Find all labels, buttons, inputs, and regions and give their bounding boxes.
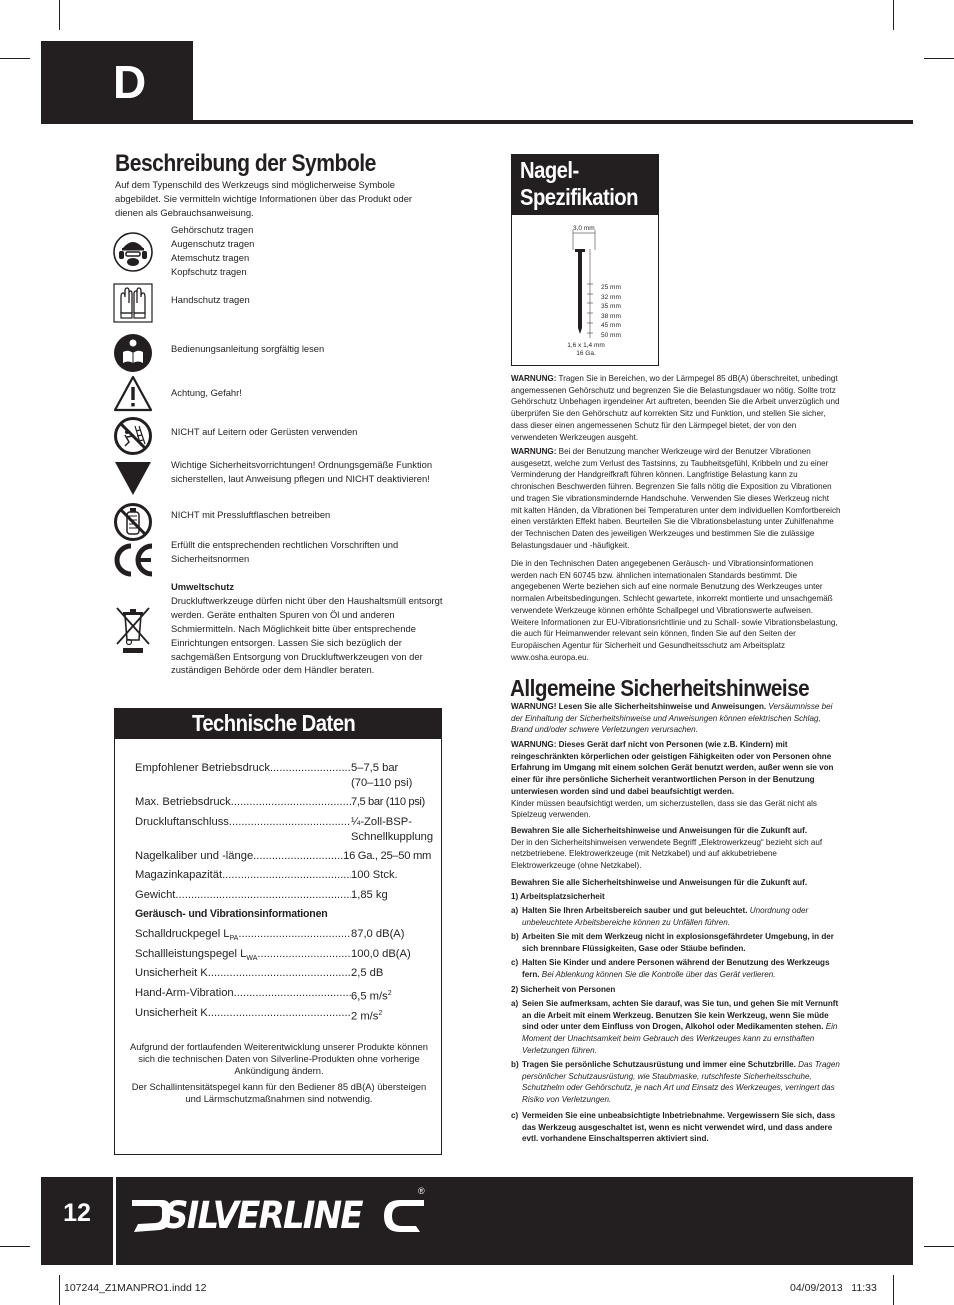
nail-lengths: [601, 283, 621, 340]
bold-text: Bewahren Sie alle Sicherheitshinweise und Anweisungen für die Zukunft auf.: [511, 878, 808, 887]
warning-text: Tragen Sie in Bereichen, wo der Lärmpegel 85 dB(A) überschreitet, unbedingt angemessenen Gehörschutz und begrenzen Sie die Belastungsdauer wo nötig. Sollte trotz Gehörschutz Unbehagen irgendeiner Art auftreten, beenden Sie die Arbeit unverzüglich und überprüfen Sie den Gehörschutz auf korrekten Sitz und Funktion, und stellen Sie sicher, dass dieser einen angemessenen Schutz für den Lärmpegel bietet, der von den verwendeten Werkzeugen ausgeht.: [511, 374, 840, 442]
down-triangle-icon: [113, 459, 153, 499]
symbol-text-ce: [171, 538, 446, 566]
silverline-logo: [128, 1186, 428, 1246]
safety-item: [511, 1110, 841, 1145]
safety-p4: [511, 877, 841, 889]
registered-mark: ®: [418, 1186, 425, 1196]
nail-length: 25 mm: [601, 284, 621, 291]
leader-dots: [270, 761, 351, 776]
safety-item: [511, 957, 841, 980]
environment-text: Druckluftwerkzeuge dürfen nicht über den Haushaltsmüll entsorgt werden. Geräte enthalten Spuren von Öl und anderen Schmiermitteln. Nach Möglichkeit bitte über entsprechende Einrichtungen entsorgen. Lassen Sie sich bezüglich der sachgemäßen Entsorgung von Druckluftwerkzeugen von der zuständigen Behörde oder dem Händler beraten.: [171, 594, 443, 676]
gloves-icon: [113, 283, 153, 323]
value-sup: 2: [378, 1010, 383, 1017]
crop-mark: [924, 1246, 954, 1247]
nail-length: 50 mm: [601, 331, 621, 339]
symbol-line: Augenschutz tragen: [171, 237, 255, 249]
title-line: Spezifikation: [520, 184, 638, 210]
page-number: 12: [63, 1199, 91, 1227]
ce-mark-icon: [111, 540, 155, 580]
symbol-line: NICHT mit Pressluftflaschen betreiben: [171, 509, 331, 520]
nail-spec-title: [520, 157, 638, 211]
date-info: 04/09/2013 11:33: [790, 1282, 877, 1294]
item-letter: b): [511, 1060, 519, 1069]
tech-value: 87,0 dB(A): [351, 928, 405, 940]
bold-text: Halten Sie Kinder und andere Personen während der Benutzung des Werkzeugs fern.: [522, 958, 830, 979]
environment-title: Umweltschutz: [171, 581, 235, 592]
bold-text: Halten Sie Ihren Arbeitsbereich sauber und gut beleuchtet.: [522, 906, 748, 915]
safety-item: [511, 998, 841, 1057]
tech-value: 1,85 kg: [351, 889, 388, 901]
tech-row: [135, 868, 431, 883]
symbol-line: Achtung, Gefahr!: [171, 387, 242, 398]
italic-text: Das Tragen persönlicher Schutzausrüstung, wie Staubmaske, rutschfeste Sicherheitsschuhe, Schutzhelm oder Gehörschutz, je nach Art und Einsatz des Werkzeuges, verringert das Risiko von Verletzungen.: [522, 1060, 840, 1105]
tech-label: Empfohlener Betriebsdruck: [135, 762, 270, 774]
item-letter: c): [511, 958, 519, 967]
tech-data-header: [114, 708, 442, 739]
symbol-text-ppe: [171, 223, 446, 279]
nail-section-dim: 1,6 x 1,4 mm: [567, 342, 605, 349]
warning-vibration: [511, 446, 841, 551]
body-text: Der in den Sicherheitshinweisen verwendete Begriff „Elektrowerkzeug“ bezieht sich auf netzbetriebene. Elektrowerkzeuge (mit Netzkabel) und auf akkubetriebene Elektrowerkzeuge (ohne Netzkabel).: [511, 837, 823, 871]
bold-text: Tragen Sie persönliche Schutzausrüstung und immer eine Schutzbrille.: [522, 1060, 796, 1069]
tech-label: [135, 927, 238, 946]
item-letter: a): [511, 999, 519, 1008]
tech-row: [135, 761, 431, 791]
symbol-line: NICHT auf Leitern oder Gerüsten verwenden: [171, 426, 358, 437]
bold-text: Arbeiten Sie mit dem Werkzeug nicht in explosionsgefährdeter Umgebung, in der sich brennbare Flüssigkeiten, Gase oder Stäube befinden.: [522, 932, 834, 953]
tech-value: [351, 815, 434, 845]
tech-value-line: 5–7,5 bar: [351, 762, 399, 774]
crop-mark: [59, 0, 60, 30]
tech-note-updates: Aufgrund der fortlaufenden Weiterentwicklung unserer Produkte können sich die technischen Daten von Silverline-Produkten ohne vorherige Ankündigung ändern.: [130, 1041, 428, 1077]
tech-value: 2,5 dB: [351, 967, 384, 979]
crop-mark: [0, 1246, 30, 1247]
safety-heading-workplace: 1) Arbeitsplatzsicherheit: [511, 892, 605, 901]
leader-dots: [208, 1006, 351, 1021]
warning-label: WARNUNG:: [511, 374, 557, 383]
italic-text: Bei Ablenkung können Sie die Kontrolle über das Gerät verlieren.: [539, 969, 776, 979]
nail-length: 35 mm: [601, 303, 621, 310]
tech-row: [135, 815, 434, 845]
item-letter: a): [511, 906, 519, 915]
tech-value-line: ¼-Zoll-BSP-: [351, 816, 412, 828]
header-rule: [41, 120, 913, 124]
noise-title: Geräusch- und Vibrationsinformationen: [135, 908, 328, 920]
warning-label: WARNUNG:: [511, 447, 557, 456]
symbol-text-manual: [171, 342, 446, 356]
tech-row: [135, 849, 431, 864]
tech-value: 100,0 dB(A): [351, 948, 411, 960]
nail-gauge: 16 Ga.: [576, 350, 596, 357]
warning-text: Bei der Benutzung mancher Werkzeuge wird der Benutzer Vibrationen ausgesetzt, welche zum Verlust des Tastsinns, zu Taubheitsgefühl, Kribbeln und zu einer Verminderung der Handgreifkraft führen können. Langfristige Belastung kann zu chronischen Beschwerden führen. Begrenzen Sie falls nötig die Exposition zu Vibrationen und tragen Sie vibrationsmindernde Handschuhe. Verwenden Sie dieses Werkzeug nicht mit kalten Händen, da Vibrationen bei Temperaturen unter dem individuellen Komfortbereich einen verstärkten Effekt haben. Beurteilen Sie die Vibrationsbelastung unter Zuhilfenahme der Technischen Daten des jeweiligen Werkzeuges und bestimmen Sie die zulässige Belastungsdauer und -häufigkeit.: [511, 447, 841, 550]
manual-icon: [113, 333, 153, 373]
leader-dots: [208, 966, 351, 981]
leader-dots: [238, 927, 351, 942]
noise-row: [135, 947, 431, 966]
safety-heading-personal: 2) Sicherheit von Personen: [511, 985, 616, 994]
noise-row: [135, 1006, 431, 1025]
label-text: Schalldruckpegel L: [135, 928, 230, 940]
no-gas-bottle-icon: [113, 502, 153, 542]
tech-label: Hand-Arm-Vibration: [135, 987, 234, 999]
nail-length: 32 mm: [601, 293, 621, 301]
brand-name: SILVERLINE: [164, 1194, 362, 1237]
nail-length: 38 mm: [601, 312, 621, 320]
tech-label: Max. Betriebsdruck: [135, 796, 231, 808]
safety-p3: [511, 825, 841, 872]
symbol-text-no-gas: [171, 508, 446, 522]
symbol-line: Gehörschutz tragen: [171, 224, 254, 235]
symbol-line: Handschutz tragen: [171, 294, 250, 305]
symbol-text-warning: [171, 386, 446, 400]
safety-title: Allgemeine Sicherheitshinweise: [510, 675, 810, 701]
item-letter: c): [511, 1111, 519, 1120]
noise-vibration-info: Die in den Technischen Daten angegebenen Geräusch- und Vibrationsinformationen werden nach EN 60745 bzw. ähnlichen internationalen Standards bestimmt. Die angegebenen Werte beziehen sich auf eine normale Benutzung des Werkzeuges unter normalen Arbeitsbedingungen. Schlecht gewartete, inkorrekt montierte und unsachgemäß verwendete Werkzeuge können erhöhte Schallpegel und Vibrationswerte aufweisen. Weitere Informationen zur EU-Vibrationsrichtlinie und zu Schall- sowie Vibrationsbelastung, die auch für Heimanwender relevant sein können, finden Sie auf den Seiten der Europäischen Agentur für Sicherheit und Gesundheitsschutz am Arbeitsplatz www.osha.europa.eu.: [511, 559, 838, 662]
noise-row: [135, 986, 431, 1005]
footer-separator: [113, 1177, 116, 1265]
leader-dots: [234, 986, 351, 1001]
language-code: D: [113, 56, 147, 108]
symbols-intro: Auf dem Typenschild des Werkzeugs sind möglicherweise Symbole abgebildet. Sie vermitteln wichtige Informationen über das Produkt oder dienen als Gebrauchsanweisung.: [115, 179, 413, 218]
warning-noise: [511, 373, 841, 443]
safety-item: [511, 905, 841, 928]
tech-label: Nagelkaliber und -länge: [135, 850, 254, 862]
italic-text: Ein Moment der Unachtsamkeit beim Gebrauch des Werkzeuges kann zu ernsthaften Verletzungen führen.: [522, 1022, 838, 1055]
tech-row: [135, 888, 431, 903]
tech-row: [135, 795, 431, 810]
safety-p1: [511, 701, 841, 736]
leader-dots: [175, 888, 351, 903]
tech-value: 16 Ga., 25–50 mm: [343, 850, 431, 862]
nail-length: 45 mm: [601, 322, 621, 329]
tech-value: 100 Stck.: [351, 869, 398, 881]
noise-row: [135, 927, 431, 946]
symbol-line: Wichtige Sicherheitsvorrichtungen! Ordnungsgemäße Funktion sicherstellen, laut Anweisung pflegen und NICHT deaktivieren!: [171, 459, 433, 484]
nail-head-dim: 3,0 mm: [573, 225, 595, 232]
tech-label: Magazinkapazität: [135, 869, 223, 881]
italic-text: Versäumnisse bei der Einhaltung der Sicherheitshinweise und Anweisungen können elektrischen Schlag, Brand und/oder schwere Verletzungen verursachen.: [511, 702, 833, 735]
noise-row: [135, 966, 431, 981]
tech-data-title: Technische Daten: [192, 710, 356, 736]
language-tab: [41, 41, 193, 124]
value-text: 6,5 m/s: [351, 990, 388, 1003]
label-sub: WA: [246, 955, 258, 963]
tech-label: Druckluftanschluss: [135, 816, 229, 828]
tech-note-noise: Der Schallintensitätspegel kann für den Bediener 85 dB(A) übersteigen und Lärmschutzmaßnahmen sind notwendig.: [131, 1081, 427, 1105]
italic-text: Unordnung oder unbeleuchtete Arbeitsbereiche können zu Unfällen führen.: [522, 906, 809, 927]
tech-label: Gewicht: [135, 889, 176, 901]
crop-mark: [893, 1275, 894, 1305]
warning-triangle-icon: [113, 374, 153, 414]
leader-dots: [231, 795, 351, 810]
tech-value-line: (70–110 psi): [351, 777, 413, 789]
tech-label: Unsicherheit K: [135, 1007, 208, 1019]
item-letter: b): [511, 932, 519, 941]
symbol-text-no-ladder: [171, 425, 446, 439]
ppe-head-icon: [113, 232, 153, 272]
bold-text: Bewahren Sie alle Sicherheitshinweise und Anweisungen für die Zukunft auf.: [511, 826, 808, 835]
leader-dots: [229, 815, 351, 830]
value-sup: 2: [387, 990, 392, 997]
crop-mark: [59, 1275, 60, 1305]
crop-mark: [893, 0, 894, 30]
symbol-text-safety-devices: [171, 458, 446, 486]
crop-mark: [0, 58, 30, 59]
body-text: Kinder müssen beaufsichtigt werden, um sicherzustellen, dass sie das Gerät nicht als Spielzeug verwenden.: [511, 798, 817, 820]
tech-value: [351, 1006, 431, 1025]
bold-text: Vermeiden Sie eine unbeabsichtigte Inbetriebnahme. Vergewissern Sie sich, dass das Werkzeug ausgeschaltet ist, wenn es nicht verwendet wird, und dass andere evtl. vorhandene Einschaltsperren aktiviert sind.: [522, 1111, 836, 1144]
safety-p2: [511, 739, 841, 821]
tech-value: [351, 986, 431, 1005]
tech-value-line: Schnellkupplung: [351, 831, 434, 843]
no-ladder-icon: [113, 416, 153, 456]
symbols-title: Beschreibung der Symbole: [115, 150, 376, 177]
bold-text: Seien Sie aufmerksam, achten Sie darauf, was Sie tun, und gehen Sie mit Vernunft an die Arbeit mit einem Werkzeug. Benutzen Sie kein Werkzeug, wenn Sie müde sind oder unter dem Einfluss von Drogen, Alkohol oder Medikamenten stehen.: [522, 999, 839, 1032]
label-text: Schallleistungspegel L: [135, 948, 247, 960]
nail-spec-header: [511, 154, 659, 215]
symbol-text-gloves: [171, 293, 446, 307]
leader-dots: [253, 849, 343, 864]
bold-text: WARNUNG! Lesen Sie alle Sicherheitshinweise und Anweisungen.: [511, 702, 767, 711]
symbol-line: Erfüllt die entsprechenden rechtlichen Vorschriften und Sicherheitsnormen: [171, 539, 399, 564]
tech-label: [135, 947, 257, 966]
value-text: 2 m/s: [351, 1010, 379, 1023]
tech-label: Unsicherheit K: [135, 967, 208, 979]
crossed-bin-icon: [113, 604, 153, 656]
crop-mark: [924, 58, 954, 59]
nail-section: [564, 342, 608, 358]
safety-item: [511, 931, 841, 954]
tech-value: [351, 761, 431, 791]
symbol-line: Bedienungsanleitung sorgfältig lesen: [171, 343, 325, 354]
leader-dots: [257, 947, 351, 962]
safety-item: [511, 1059, 841, 1106]
file-info: 107244_Z1MANPRO1.indd 12: [64, 1282, 207, 1294]
title-line: Nagel-: [520, 157, 579, 183]
symbol-line: Kopfschutz tragen: [171, 265, 247, 277]
nail-diagram: [511, 220, 659, 362]
environment-block: [171, 580, 443, 677]
leader-dots: [222, 868, 351, 883]
symbol-line: Atemschutz tragen: [171, 251, 250, 263]
tech-value: 7,5 bar (110 psi): [351, 796, 425, 808]
label-sub: PA: [229, 935, 239, 943]
bold-text: WARNUNG: Dieses Gerät darf nicht von Personen (wie z.B. Kindern) mit reingeschränkten körperlichen oder geistigen Fähigkeiten oder von Personen ohne Erfahrung im Umgang mit einem solchen Gerät benutzt werden, außer wenn sie von einer für ihre persönliche Sicherheit verantwortlichen Person in der Benutzung unterwiesen worden sind und dabei beaufsichtigt werden.: [511, 740, 834, 796]
